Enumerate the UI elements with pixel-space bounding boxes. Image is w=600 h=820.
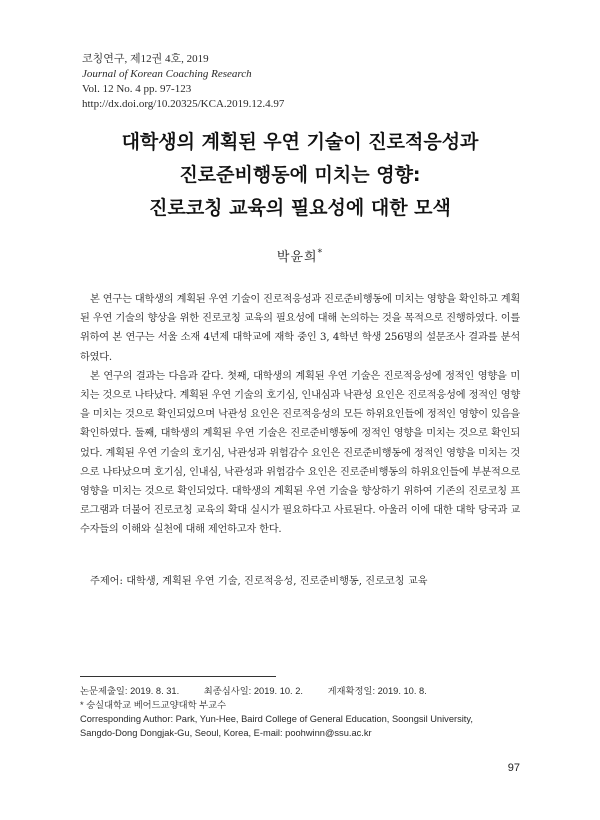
abstract-paragraph-1: 본 연구는 대학생의 계획된 우연 기술이 진로적응성과 진로준비행동에 미치는 영향을 확인하고 계획된 우연 기술의 향상을 위한 진로코칭 교육의 필요성에 대해 논의하는 것을 목적으로 진행하였다. 이를 위하여 본 연구는 서울 소재 4년제 대학교에 재학 중인 3, 4학년 학생 256명의 설문조사 결과를 분석하였다. xyxy=(80,294,520,363)
author-affiliation: * 숭실대학교 베어드교양대학 부교수 xyxy=(80,700,227,710)
volume-pages: Vol. 12 No. 4 pp. 97-123 xyxy=(82,83,192,95)
journal-name: Journal of Korean Coaching Research xyxy=(82,68,252,80)
submission-dates xyxy=(80,684,525,698)
paper-title xyxy=(0,126,600,225)
abstract-paragraph-2: 본 연구의 결과는 다음과 같다. 첫째, 대학생의 계획된 우연 기술은 진로적응성에 정적인 영향을 미치는 것으로 나타났다. 계획된 우연 기술의 호기심, 인내심과 낙관성 요인은 진로적응성에 정적인 영향을 미치는 것으로 확인되었으며 낙관성 요인은 진로적응성의 모든 하위요인들에 정적인 영향이 있음을 확인하였다. 둘째, 대학생의 계획된 우연 기술은 진로준비행동에 정적인 영향을 미치는 것으로 확인되었다. 계획된 우연 기술의 호기심, 낙관성과 위험감수 요인은 진로준비행동에 정적인 영향을 미치는 것으로 나타났으며 호기심, 인내심, 낙관성과 위험감수 요인은 진로준비행동의 하위요인들에 부분적으로 영향을 미치는 것으로 확인되었다. 대학생의 계획된 우연 기술을 향상하기 위하여 기존의 진로코칭 프로그램과 더불어 진로코칭 교육의 확대 실시가 필요하다고 사료된다. 아울러 이에 대한 대학 당국과 교수자들의 이해와 실천에 대해 제언하고자 한다. xyxy=(80,370,520,536)
page-number: 97 xyxy=(507,762,520,774)
accepted-date: 게재확정일: 2019. 10. 8. xyxy=(327,686,427,696)
author-byline xyxy=(0,246,600,265)
title-line-3: 진로코칭 교육의 필요성에 대한 모색 xyxy=(149,197,451,219)
journal-issue-line: 코칭연구, 제12권 4호, 2019 xyxy=(82,53,209,65)
corresponding-author-line-2: Sangdo-Dong Dongjak-Gu, Seoul, Korea, E-mail: poohwinn@ssu.ac.kr xyxy=(80,728,372,738)
reviewed-date: 최종심사일: 2019. 10. 2. xyxy=(203,686,303,696)
submitted-date: 논문제출일: 2019. 8. 31. xyxy=(80,686,180,696)
footnote-divider xyxy=(80,676,276,677)
author-name: 박윤희 xyxy=(276,250,318,265)
title-line-1: 대학생의 계획된 우연 기술이 진로적응성과 xyxy=(121,131,479,153)
abstract xyxy=(80,290,520,540)
corresponding-author-line-1: Corresponding Author: Park, Yun-Hee, Baird College of General Education, Soongsil University, xyxy=(80,714,473,724)
footnotes xyxy=(80,684,525,740)
keywords: 주제어: 대학생, 계획된 우연 기술, 진로적응성, 진로준비행동, 진로코칭 교육 xyxy=(90,576,428,587)
title-line-2: 진로준비행동에 미치는 영향: xyxy=(179,164,421,186)
journal-header xyxy=(82,52,284,112)
doi-link[interactable]: http://dx.doi.org/10.20325/KCA.2019.12.4.97 xyxy=(82,98,285,110)
author-footnote-mark: * xyxy=(317,248,324,259)
